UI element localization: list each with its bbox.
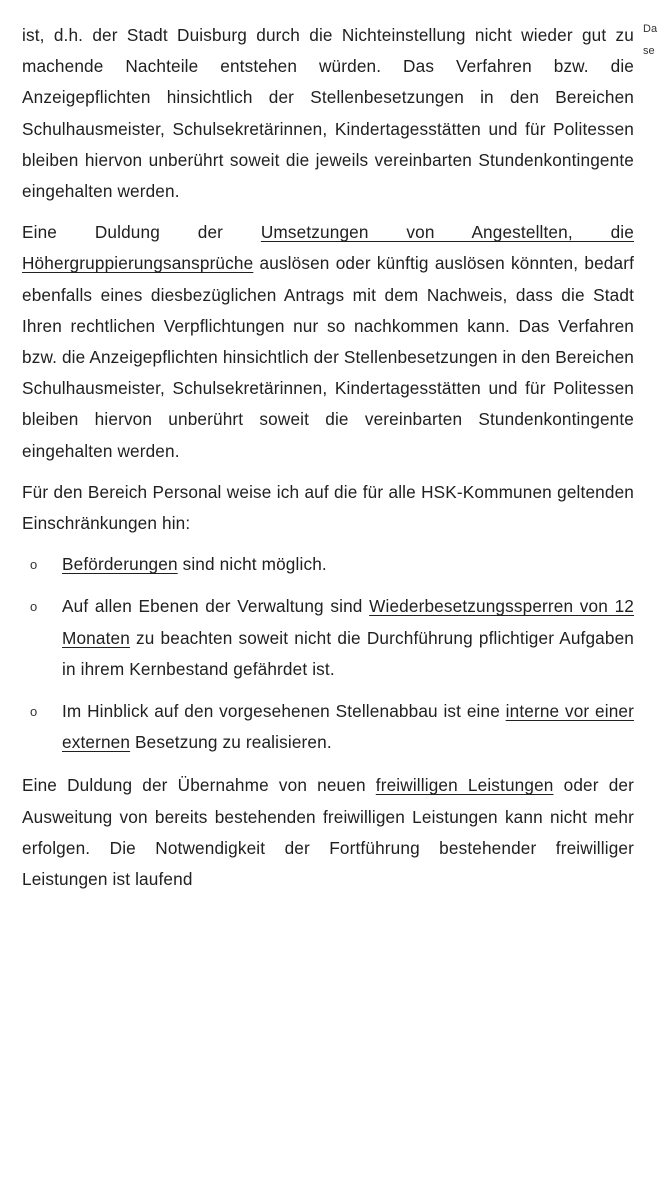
paragraph-text: auslösen oder künftig auslösen könnten, bedarf ebenfalls eines diesbezüglichen Antrags mit dem Nachweis, dass die Stadt Ihren rechtlichen Verpflichtungen nur so nachkommen kann. Das Verfahren bzw. die Anzeigepflichten hinsichtlich der Stellenbesetzungen in den Bereichen Schulhausmeister, Schulsekretärinnen, Kindertagesstätten und für Politessen bleiben hiervon unberührt soweit die vereinbarten Stundenkontingente eingehalten werden.: [22, 253, 634, 461]
paragraph-text: Eine Duldung der: [22, 222, 261, 243]
bullet-marker: o: [30, 704, 38, 720]
paragraph-text: Für den Bereich Personal weise ich auf die für alle HSK-Kommunen geltenden Einschränkungen hin:: [22, 481, 634, 534]
bullet-marker: o: [30, 557, 38, 573]
body-text: [22, 20, 634, 895]
underlined-phrase: Umsetzungen von Angestellten, die Höhergruppierungsansprüche: [22, 222, 634, 274]
margin-note-line: se: [643, 45, 655, 57]
list-item-text: sind nicht möglich.: [177, 554, 327, 575]
list-item-text: zu beachten soweit nicht die Durchführung pflichtiger Aufgaben in ihrem Kernbestand gefährdet ist.: [62, 627, 634, 679]
list-item: [22, 696, 634, 758]
margin-note: [643, 18, 660, 62]
list-item-text: Im Hinblick auf den vorgesehenen Stellenabbau ist eine: [62, 701, 506, 722]
paragraph-text: ist, d.h. der Stadt Duisburg durch die Nichteinstellung nicht wieder gut zu machende Nachteile entstehen würden. Das Verfahren bzw. die Anzeigepflichten hinsichtlich der Stellenbesetzungen in den Bereichen Schulhausmeister, Schulsekretärinnen, Kindertagesstätten und für Politessen bleiben hiervon unberührt soweit die jeweils vereinbarten Stundenkontingente eingehalten werden.: [22, 25, 634, 202]
paragraph-text: Eine Duldung der Übernahme von neuen: [22, 775, 376, 796]
list-item: [22, 549, 634, 580]
list-item-text: Auf allen Ebenen der Verwaltung sind: [62, 596, 370, 617]
paragraph-freiwillige-leistungen: [22, 770, 634, 895]
underlined-phrase: Wiederbesetzungssperren von 12 Monaten: [62, 596, 634, 648]
underlined-phrase: freiwilligen Leistungen: [375, 775, 554, 796]
underlined-phrase: Beförderungen: [62, 554, 178, 575]
restrictions-list: [22, 549, 634, 758]
bullet-marker: o: [30, 599, 38, 615]
list-item-text: Besetzung zu realisieren.: [130, 732, 332, 753]
paragraph-text: oder der Ausweitung von bereits bestehenden freiwilligen Leistungen kann nicht mehr erfolgen. Die Notwendigkeit der Fortführung bestehender freiwilliger Leistungen ist laufend: [22, 775, 634, 890]
paragraph-umsetzungen: [22, 217, 634, 467]
underlined-phrase: interne vor einer externen: [62, 701, 635, 753]
list-item: [22, 591, 634, 685]
paragraph-personal: [22, 477, 634, 539]
margin-note-line: Da: [643, 23, 658, 35]
paragraph-stellenbesetzung: [22, 20, 634, 207]
